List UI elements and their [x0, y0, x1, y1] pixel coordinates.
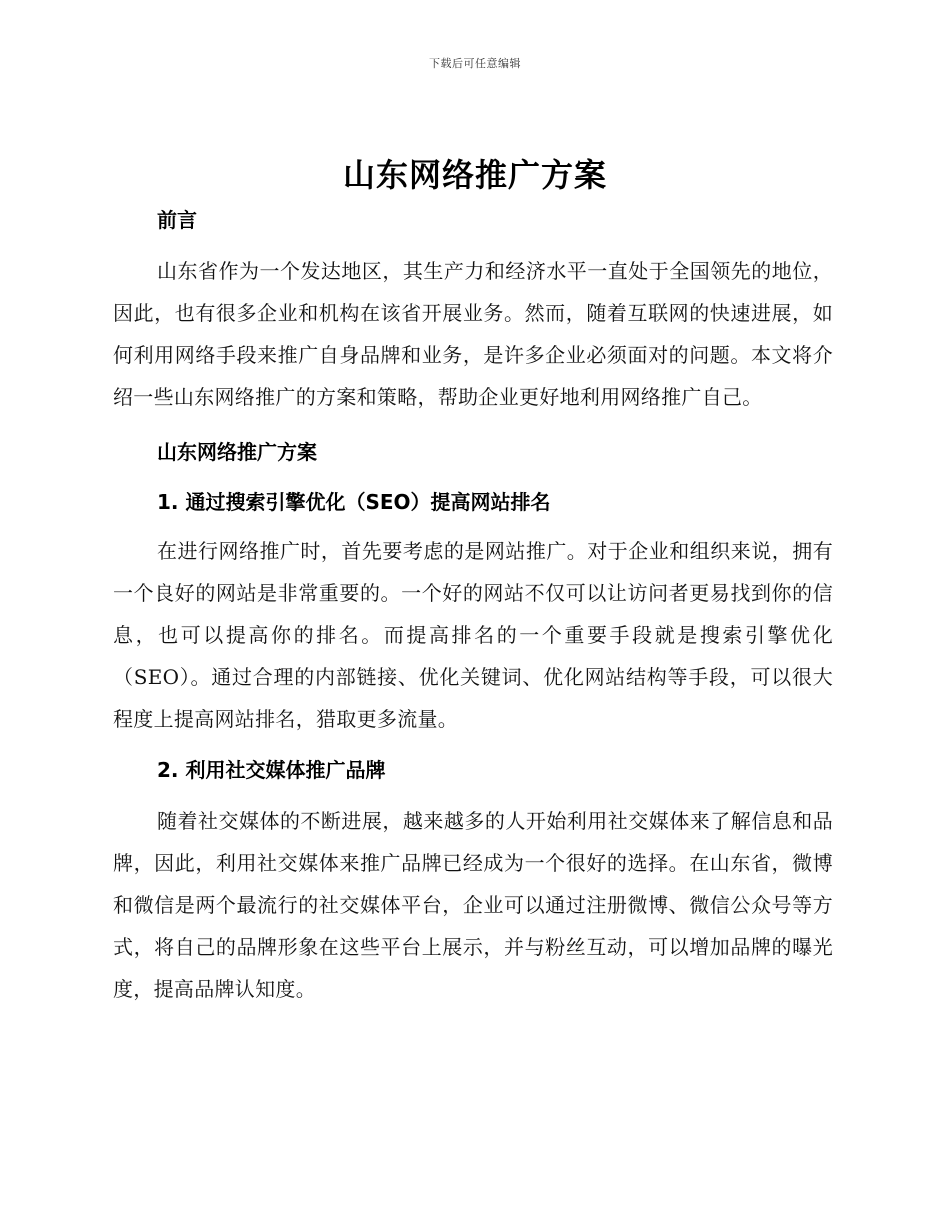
- document-body: [113, 204, 833, 1010]
- document-title: 山东网络推广方案: [342, 156, 607, 194]
- section-paragraph-social-media: 随着社交媒体的不断进展，越来越多的人开始利用社交媒体来了解信息和品牌，因此，利用社交媒体来推广品牌已经成为一个很好的选择。在山东省，微博和微信是两个最流行的社交媒体平台，企业可以通过注册微博、微信公众号等方式，将自己的品牌形象在这些平台上展示，并与粉丝互动，可以增加品牌的曝光度，提高品牌认知度。: [113, 809, 833, 1001]
- header-note: 下载后可任意编辑: [429, 57, 521, 70]
- preface-heading: 前言: [157, 208, 197, 232]
- section-heading-seo: 1. 通过搜索引擎优化（SEO）提高网站排名: [157, 490, 551, 514]
- section-heading-social-media: 2. 利用社交媒体推广品牌: [157, 758, 386, 782]
- section-paragraph-seo: 在进行网络推广时，首先要考虑的是网站推广。对于企业和组织来说，拥有一个良好的网站是非常重要的。一个好的网站不仅可以让访问者更易找到你的信息，也可以提高你的排名。而提高排名的一个重要手段就是搜索引擎优化（SEO）。通过合理的内部链接、优化关键词、优化网站结构等手段，可以很大程度上提高网站排名，猎取更多流量。: [113, 539, 833, 731]
- scheme-heading: 山东网络推广方案: [157, 440, 317, 464]
- preface-paragraph: 山东省作为一个发达地区，其生产力和经济水平一直处于全国领先的地位，因此，也有很多企业和机构在该省开展业务。然而，随着互联网的快速进展，如何利用网络手段来推广自身品牌和业务，是许多企业必须面对的问题。本文将介绍一些山东网络推广的方案和策略，帮助企业更好地利用网络推广自己。: [113, 259, 833, 409]
